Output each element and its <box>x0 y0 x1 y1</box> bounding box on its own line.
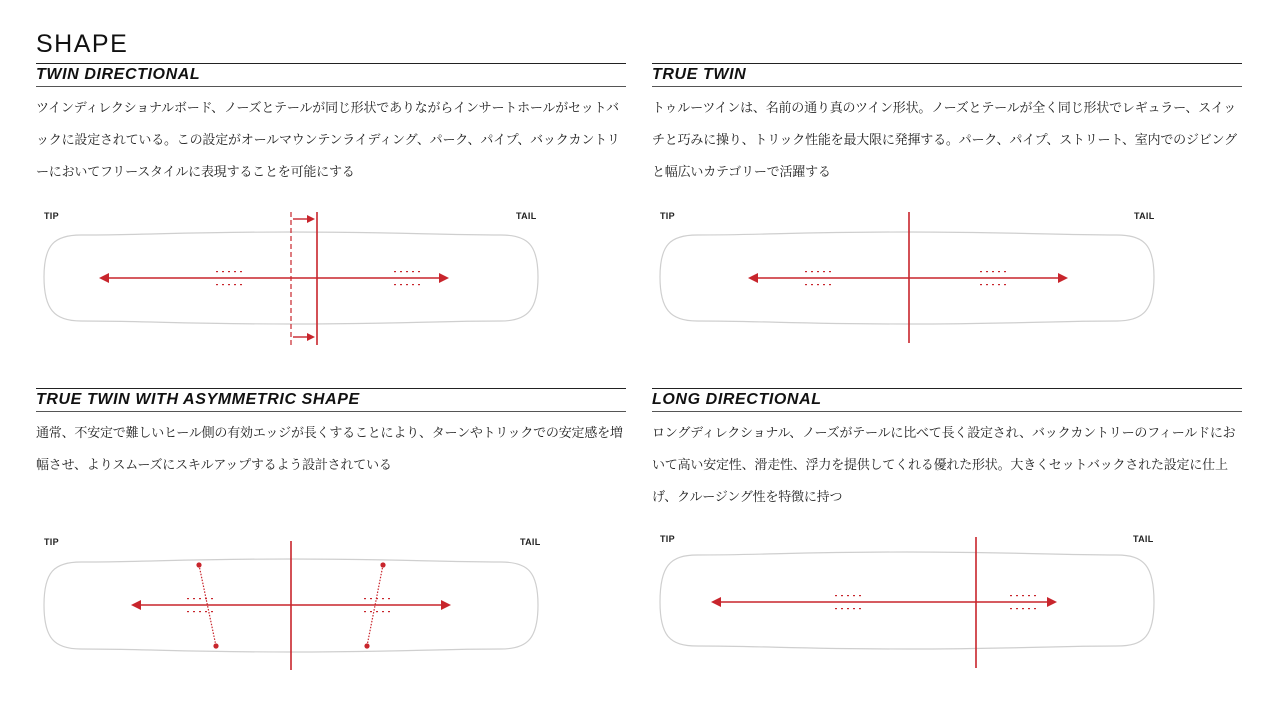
page-title: SHAPE <box>36 30 129 58</box>
edge-point <box>364 643 369 648</box>
edge-point <box>196 562 201 567</box>
section-long-directional <box>652 388 1242 514</box>
long-directional-diagram <box>652 530 1162 680</box>
section-true-twin <box>652 63 1242 189</box>
section-description: トゥルーツインは、名前の通り真のツイン形状。ノーズとテールが全く同じ形状でレギュラー、スイッチと巧みに操り、トリック性能を最大限に発揮する。パーク、パイプ、ストリート、室内でのジビングと幅広いカテゴリーで活躍する <box>652 101 1237 180</box>
setback-arrow-top-head <box>307 215 315 223</box>
section-description: ロングディレクショナル、ノーズがテールに比べて長く設定され、バックカントリーのフィールドにおいて高い安定性、滑走性、浮力を提供してくれる優れた形状。大きくセットバックされた設定に仕上げ、クルージング性を特徴に持つ <box>652 426 1236 505</box>
tip-label: TIP <box>44 537 59 547</box>
tip-label: TIP <box>44 211 59 221</box>
arrow-head-right <box>439 273 449 283</box>
section-asymmetric <box>36 388 626 482</box>
twin-directional-diagram <box>36 205 546 355</box>
section-title: TRUE TWIN <box>652 66 747 83</box>
asymmetric-diagram <box>36 530 546 680</box>
section-description: 通常、不安定で難しいヒール側の有効エッジが長くすることにより、ターンやトリックでの安定感を増幅させ、よりスムーズにスキルアップするよう設計されている <box>36 426 623 473</box>
board-svg <box>36 530 546 680</box>
arrow-head-right <box>441 600 451 610</box>
arrow-head-left <box>99 273 109 283</box>
section-header <box>652 63 1242 87</box>
arrow-head-right <box>1058 273 1068 283</box>
arrow-head-left <box>748 273 758 283</box>
section-header <box>36 63 626 87</box>
section-twin-directional <box>36 63 626 189</box>
true-twin-diagram <box>652 205 1162 355</box>
tail-label: TAIL <box>1134 211 1155 221</box>
section-title: TRUE TWIN WITH ASYMMETRIC SHAPE <box>36 391 360 408</box>
setback-arrow-bottom-head <box>307 333 315 341</box>
board-svg <box>652 530 1162 680</box>
board-svg <box>36 205 546 355</box>
tail-label: TAIL <box>1133 534 1154 544</box>
board-outline <box>660 552 1154 649</box>
arrow-head-right <box>1047 597 1057 607</box>
section-description: ツインディレクショナルボード、ノーズとテールが同じ形状でありながらインサートホールがセットバックに設定されている。この設定がオールマウンテンライディング、パーク、パイプ、バックカントリーにおいてフリースタイルに表現することを可能にする <box>36 101 620 180</box>
tail-label: TAIL <box>520 537 541 547</box>
section-header <box>652 388 1242 412</box>
arrow-head-left <box>711 597 721 607</box>
edge-point <box>380 562 385 567</box>
section-header <box>36 388 626 412</box>
edge-point <box>213 643 218 648</box>
tip-label: TIP <box>660 211 675 221</box>
section-title: TWIN DIRECTIONAL <box>36 66 201 83</box>
tip-label: TIP <box>660 534 675 544</box>
board-svg <box>652 205 1162 355</box>
section-title: LONG DIRECTIONAL <box>652 391 822 408</box>
arrow-head-left <box>131 600 141 610</box>
tail-label: TAIL <box>516 211 537 221</box>
